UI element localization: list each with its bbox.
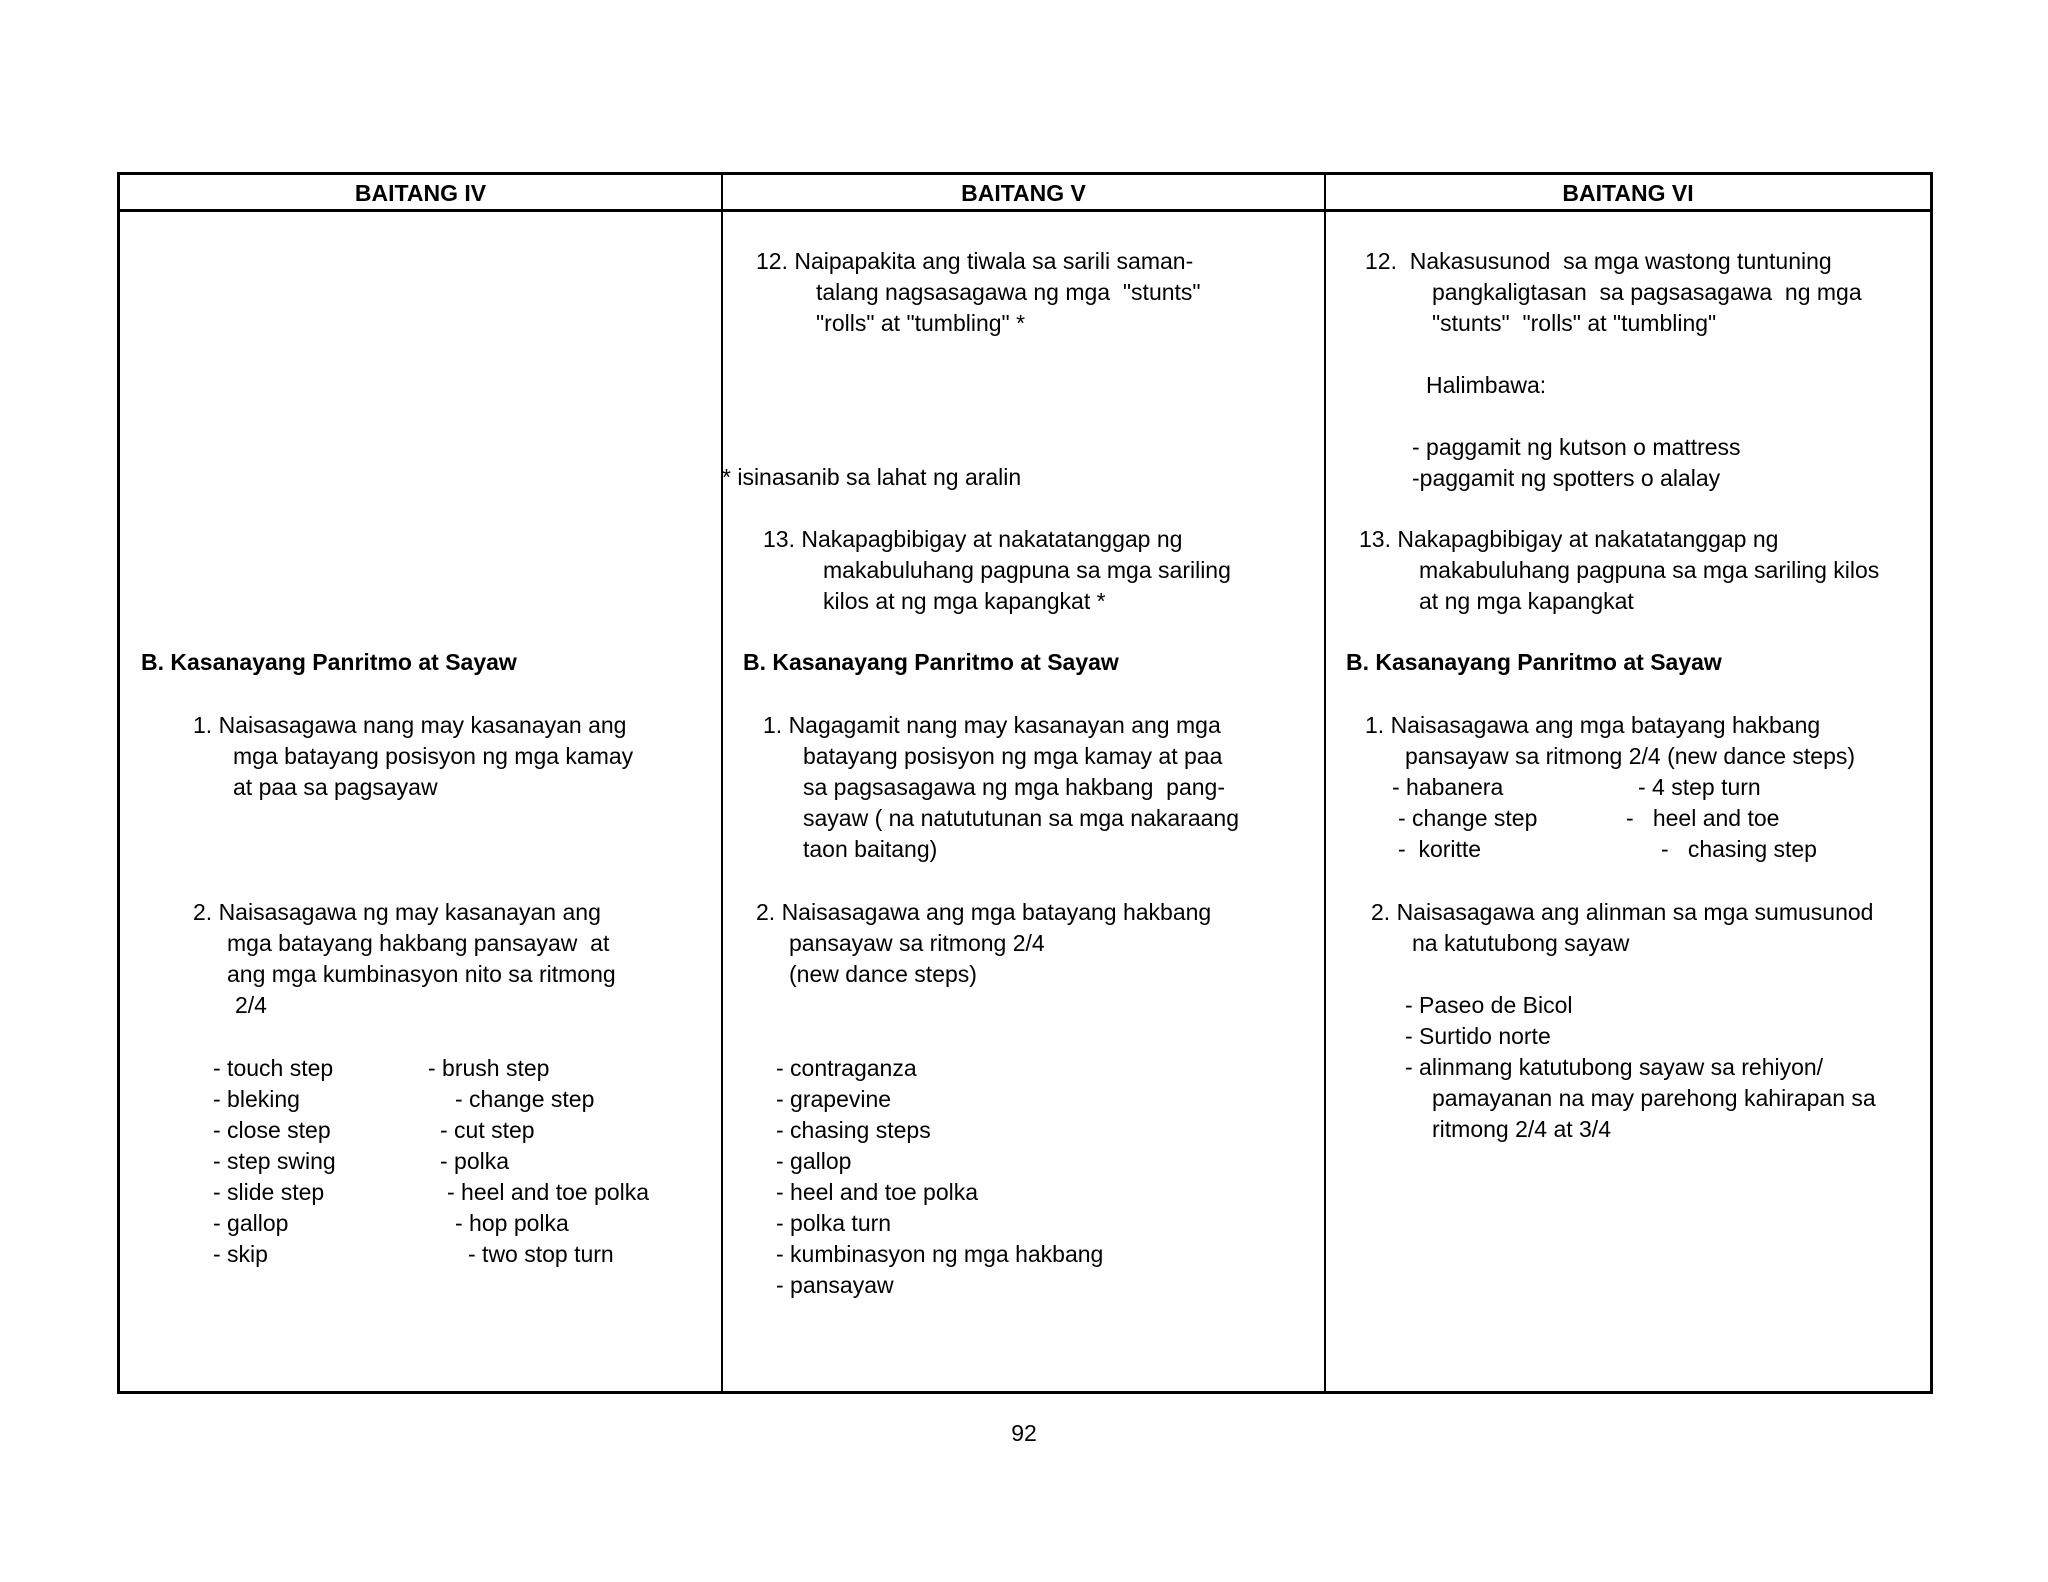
step-item: - pansayaw (776, 1272, 894, 1298)
dance-item: ritmong 2/4 at 3/4 (1432, 1116, 1611, 1142)
item-1-line: sayaw ( na natututunan sa mga nakaraang (803, 805, 1240, 831)
column-divider (1324, 175, 1326, 1391)
item-13-line: 13. Nakapagbibigay at nakatatanggap ng (763, 526, 1183, 552)
step-item: - habanera (1392, 774, 1504, 800)
dance-item: - alinmang katutubong sayaw sa rehiyon/ (1405, 1054, 1824, 1080)
page-number: 92 (1011, 1420, 1037, 1446)
item-1-line: sa pagsasagawa ng mga hakbang pang- (803, 774, 1225, 800)
step-item: - bleking (213, 1086, 300, 1112)
item-1-line: taon baitang) (803, 836, 938, 862)
header-baitang-vi: BAITANG VI (1562, 180, 1694, 206)
item-2-line: (new dance steps) (789, 961, 977, 987)
step-item: - step swing (213, 1148, 336, 1174)
item-13-line: kilos at ng mga kapangkat * (823, 588, 1106, 614)
item-1-line: mga batayang posisyon ng mga kamay (233, 743, 634, 769)
example-heading: Halimbawa: (1426, 372, 1547, 398)
item-2-line: 2. Naisasagawa ng may kasanayan ang (193, 899, 601, 925)
header-baitang-iv: BAITANG IV (354, 180, 487, 206)
example-item: - paggamit ng kutson o mattress (1412, 434, 1741, 460)
item-1-line: at paa sa pagsayaw (233, 774, 438, 800)
item-13-line: makabuluhang pagpuna sa mga sariling (823, 557, 1231, 583)
section-heading: B. Kasanayang Panritmo at Sayaw (141, 649, 517, 675)
item-12-line: talang nagsasagawa ng mga "stunts" (816, 279, 1201, 305)
item-12-line: pangkaligtasan sa pagsasagawa ng mga (1432, 279, 1862, 305)
step-item: - heel and toe (1626, 805, 1780, 831)
step-item: - kumbinasyon ng mga hakbang (776, 1241, 1104, 1267)
step-item: - heel and toe polka (776, 1179, 979, 1205)
section-heading: B. Kasanayang Panritmo at Sayaw (1346, 649, 1722, 675)
step-item: - heel and toe polka (447, 1179, 650, 1205)
step-item: - hop polka (455, 1210, 569, 1236)
dance-item: - Paseo de Bicol (1405, 992, 1573, 1018)
item-2-line: ang mga kumbinasyon nito sa ritmong (227, 961, 616, 987)
item-13-line: makabuluhang pagpuna sa mga sariling kilos (1419, 557, 1880, 583)
column-divider (721, 175, 723, 1391)
item-1-line: pansayaw sa ritmong 2/4 (new dance steps) (1405, 743, 1856, 769)
step-item: - touch step (213, 1055, 334, 1081)
step-item: - two stop turn (468, 1241, 614, 1267)
step-item: - grapevine (776, 1086, 892, 1112)
step-item: - chasing step (1661, 836, 1817, 862)
footnote: * isinasanib sa lahat ng aralin (722, 464, 1022, 490)
item-2-line: 2/4 (235, 992, 267, 1018)
item-2-line: na katutubong sayaw (1412, 930, 1630, 956)
item-13-line: 13. Nakapagbibigay at nakatatanggap ng (1359, 526, 1779, 552)
step-item: - polka turn (776, 1210, 892, 1236)
item-1-line: batayang posisyon ng mga kamay at paa (803, 743, 1223, 769)
step-item: - close step (213, 1117, 331, 1143)
item-2-line: 2. Naisasagawa ang alinman sa mga sumusunod (1371, 899, 1874, 925)
item-13-line: at ng mga kapangkat (1419, 588, 1634, 614)
step-item: - chasing steps (776, 1117, 931, 1143)
item-2-line: 2. Naisasagawa ang mga batayang hakbang (756, 899, 1212, 925)
item-12-line: 12. Naipapakita ang tiwala sa sarili saman- (756, 248, 1194, 274)
step-item: - koritte (1398, 836, 1482, 862)
header-baitang-v: BAITANG V (961, 180, 1086, 206)
item-12-line: 12. Nakasusunod sa mga wastong tuntuning (1365, 248, 1832, 274)
item-2-line: mga batayang hakbang pansayaw at (227, 930, 610, 956)
step-item: - slide step (213, 1179, 325, 1205)
step-item: - polka (440, 1148, 510, 1174)
item-12-line: "rolls" at "tumbling" * (816, 310, 1026, 336)
step-item: - 4 step turn (1638, 774, 1761, 800)
step-item: - cut step (440, 1117, 535, 1143)
section-heading: B. Kasanayang Panritmo at Sayaw (743, 649, 1119, 675)
item-1-line: 1. Naisasagawa ang mga batayang hakbang (1365, 712, 1821, 738)
step-item: - skip (213, 1241, 268, 1267)
step-item: - change step (455, 1086, 595, 1112)
step-item: - gallop (776, 1148, 852, 1174)
item-12-line: "stunts" "rolls" at "tumbling" (1432, 310, 1717, 336)
step-item: - brush step (428, 1055, 550, 1081)
item-1-line: 1. Naisasagawa nang may kasanayan ang (193, 712, 627, 738)
example-item: -paggamit ng spotters o alalay (1412, 465, 1721, 491)
item-2-line: pansayaw sa ritmong 2/4 (789, 930, 1045, 956)
step-item: - gallop (213, 1210, 289, 1236)
dance-item: - Surtido norte (1405, 1023, 1551, 1049)
table-header-row (120, 175, 1930, 212)
item-1-line: 1. Nagagamit nang may kasanayan ang mga (763, 712, 1221, 738)
step-item: - contraganza (776, 1055, 917, 1081)
dance-item: pamayanan na may parehong kahirapan sa (1432, 1085, 1876, 1111)
step-item: - change step (1398, 805, 1538, 831)
